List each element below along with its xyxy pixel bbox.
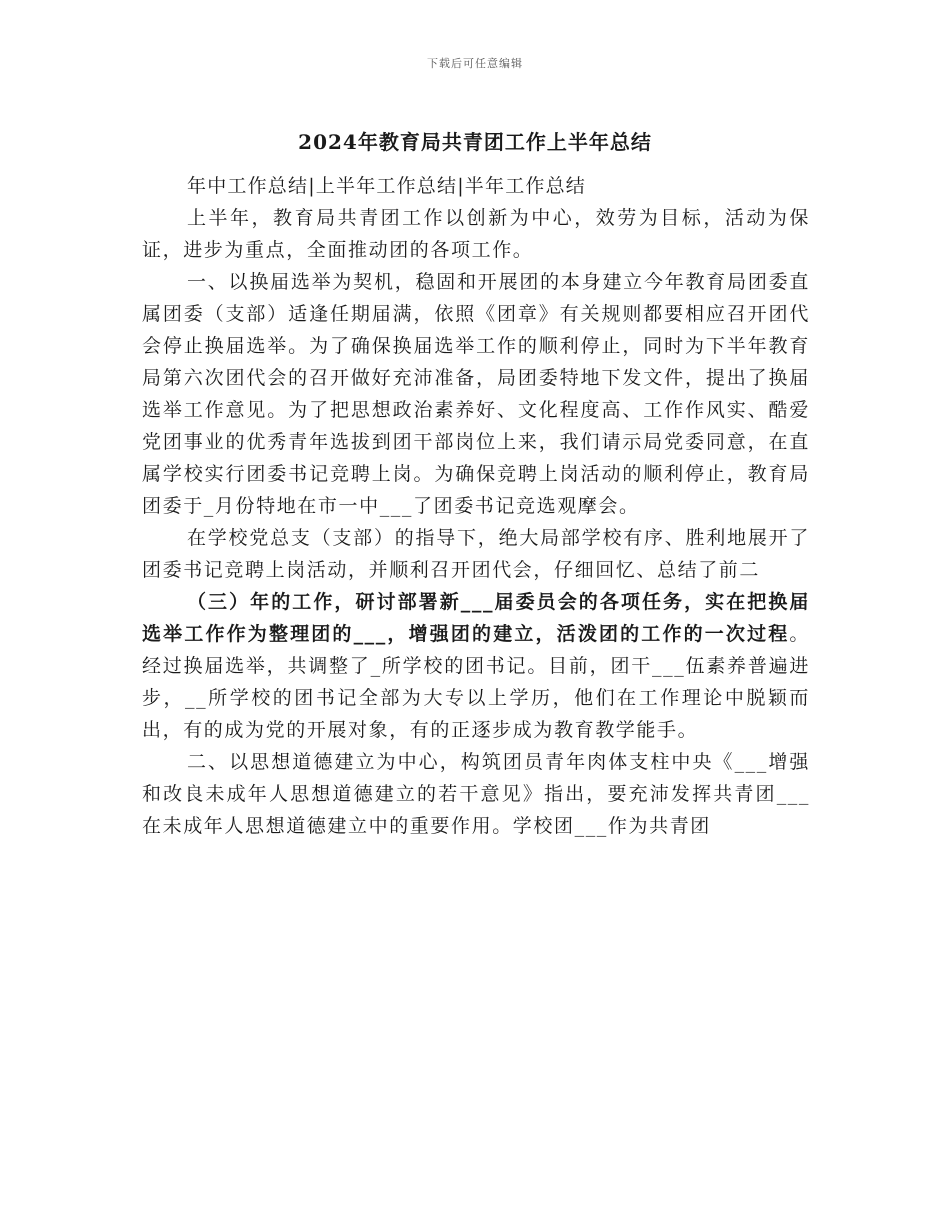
paragraph-3: 在学校党总支（支部）的指导下，绝大局部学校有序、胜利地展开了团委书记竞聘上岗活动，并顺利召开团代会，仔细回忆、总结了前二: [142, 527, 810, 581]
paragraph-4-bold-lead: （三）年的工作，研讨部署新___届委员会的各项任务，实在把换届选举工作作为整理团的___，增强团的建立，活泼团的工作的一次过程: [142, 591, 810, 645]
paragraph-4-rest: 。经过换届选举，共调整了_所学校的团书记。目前，团干___伍素养普遍进步，__所学校的团书记全部为大专以上学历，他们在工作理论中脱颖而出，有的成为党的开展对象，有的正逐步成为教育教学能手。: [142, 623, 810, 741]
paragraph-4: [142, 586, 810, 746]
paragraph-5: 二、以思想道德建立为中心，构筑团员青年肉体支柱中央《___增强和改良未成年人思想道德建立的若干意见》指出，要充沛发挥共青团___在未成年人思想道德建立中的重要作用。学校团___作为共青团: [142, 751, 810, 837]
header-note: 下载后可任意编辑: [427, 57, 523, 70]
document-title: 2024年教育局共青团工作上半年总结: [298, 130, 652, 154]
paragraph-2: 一、以换届选举为契机，稳固和开展团的本身建立今年教育局团委直属团委（支部）适逢任期届满，依照《团章》有关规则都要相应召开团代会停止换届选举。为了确保换届选举工作的顺利停止，同时为下半年教育局第六次团代会的召开做好充沛准备，局团委特地下发文件，提出了换届选举工作意见。为了把思想政治素养好、文化程度高、工作作风实、酷爱党团事业的优秀青年选拔到团干部岗位上来，我们请示局党委同意，在直属学校实行团委书记竞聘上岗。为确保竞聘上岗活动的顺利停止，教育局团委于_月份特地在市一中___了团委书记竞选观摩会。: [142, 271, 810, 517]
tags-line: 年中工作总结|上半年工作总结|半年工作总结: [187, 175, 587, 197]
paragraph-1: 上半年，教育局共青团工作以创新为中心，效劳为目标，活动为保证，进步为重点，全面推动团的各项工作。: [142, 207, 810, 261]
document-body: [142, 170, 810, 842]
